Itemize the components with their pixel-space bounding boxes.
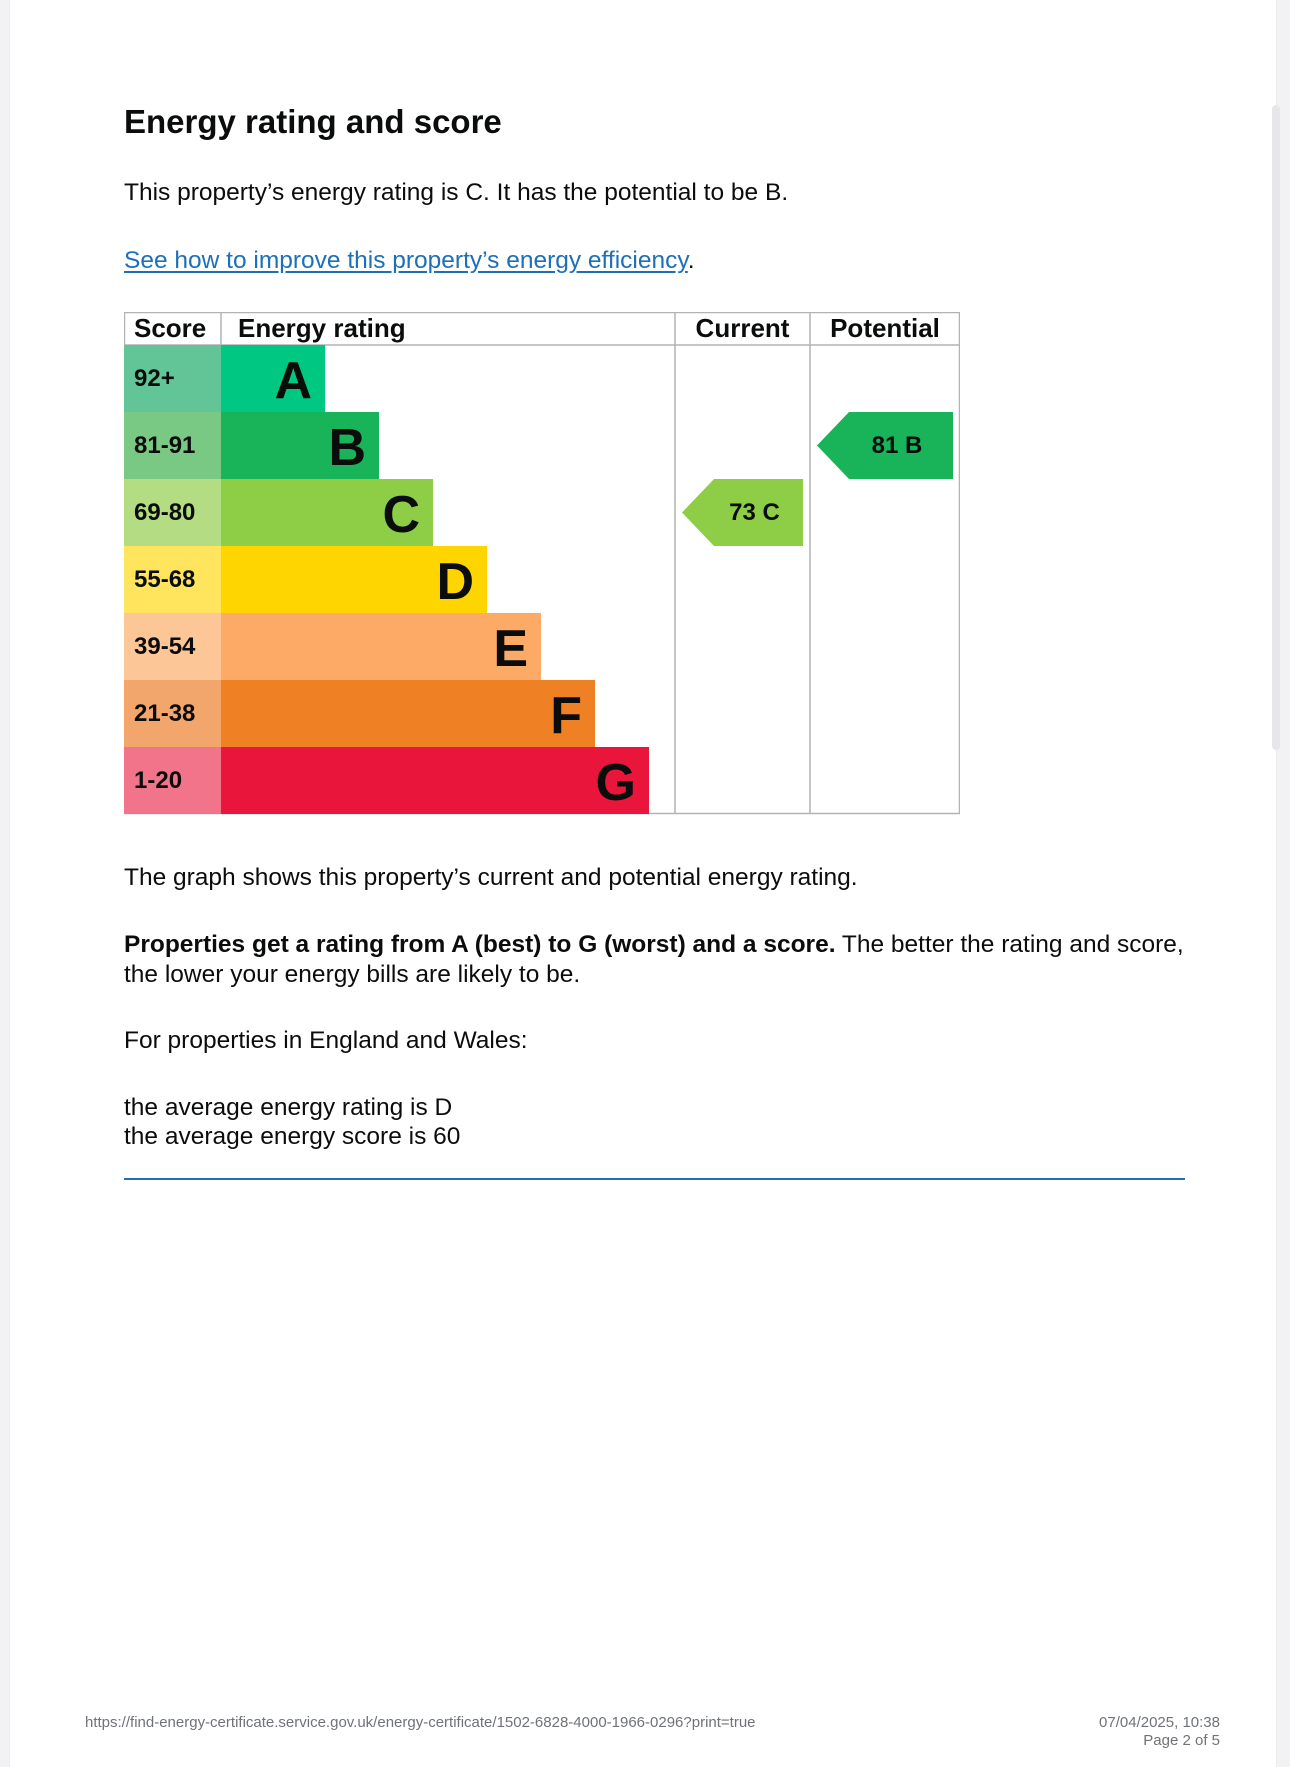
scrollbar-thumb[interactable]: [1272, 105, 1280, 750]
improve-energy-link[interactable]: See how to improve this property’s energy efficiency: [124, 247, 688, 274]
improve-paragraph: [124, 246, 695, 276]
score-range-b: 81-91: [134, 432, 196, 459]
header-energy-rating: Energy rating: [238, 313, 406, 343]
graph-note: The graph shows this property’s current and potential energy rating.: [124, 864, 858, 891]
england-wales-label: For properties in England and Wales:: [124, 1027, 528, 1054]
header-score: Score: [134, 313, 207, 343]
score-range-e: 39-54: [134, 633, 196, 660]
rating-letter-g: G: [595, 754, 636, 812]
header-potential: Potential: [830, 313, 940, 343]
footer-url: https://find-energy-certificate.service.gov.uk/energy-certificate/1502-6828-4000-1966-0296?print=true: [85, 1714, 756, 1731]
rating-bar-g: [221, 747, 649, 814]
score-range-a: 92+: [134, 365, 175, 392]
rating-letter-c: C: [382, 486, 420, 544]
rating-letter-a: A: [274, 352, 312, 410]
score-range-c: 69-80: [134, 499, 196, 526]
rating-letter-d: D: [436, 553, 474, 611]
current-rating-label: 73 C: [729, 499, 780, 526]
ratings-explanation-bold: Properties get a rating from A (best) to G (worst) and a score.: [124, 931, 836, 958]
score-range-g: 1-20: [134, 767, 183, 794]
footer-page-number: Page 2 of 5: [1143, 1732, 1220, 1749]
score-range-d: 55-68: [134, 566, 196, 593]
section-divider: [124, 1178, 1185, 1180]
average-rating: the average energy rating is D: [124, 1094, 453, 1121]
energy-rating-chart: [124, 312, 960, 818]
ratings-explanation: [124, 930, 1184, 990]
rating-letter-b: B: [328, 419, 366, 477]
link-suffix: .: [687, 247, 695, 274]
footer-datetime: 07/04/2025, 10:38: [1099, 1714, 1220, 1731]
rating-letter-f: F: [550, 687, 582, 745]
rating-bar-f: [221, 680, 595, 747]
ratings-explanation-rest: The better the rating and score, the lower your energy bills are likely to be.: [124, 931, 1184, 988]
score-range-f: 21-38: [134, 700, 196, 727]
rating-summary: This property’s energy rating is C. It has the potential to be B.: [124, 179, 789, 206]
page-title: Energy rating and score: [124, 103, 502, 140]
document-page: [10, 0, 1276, 1767]
header-current: Current: [695, 313, 790, 343]
potential-rating-label: 81 B: [871, 432, 923, 459]
rating-letter-e: E: [493, 620, 528, 678]
average-score: the average energy score is 60: [124, 1123, 461, 1150]
